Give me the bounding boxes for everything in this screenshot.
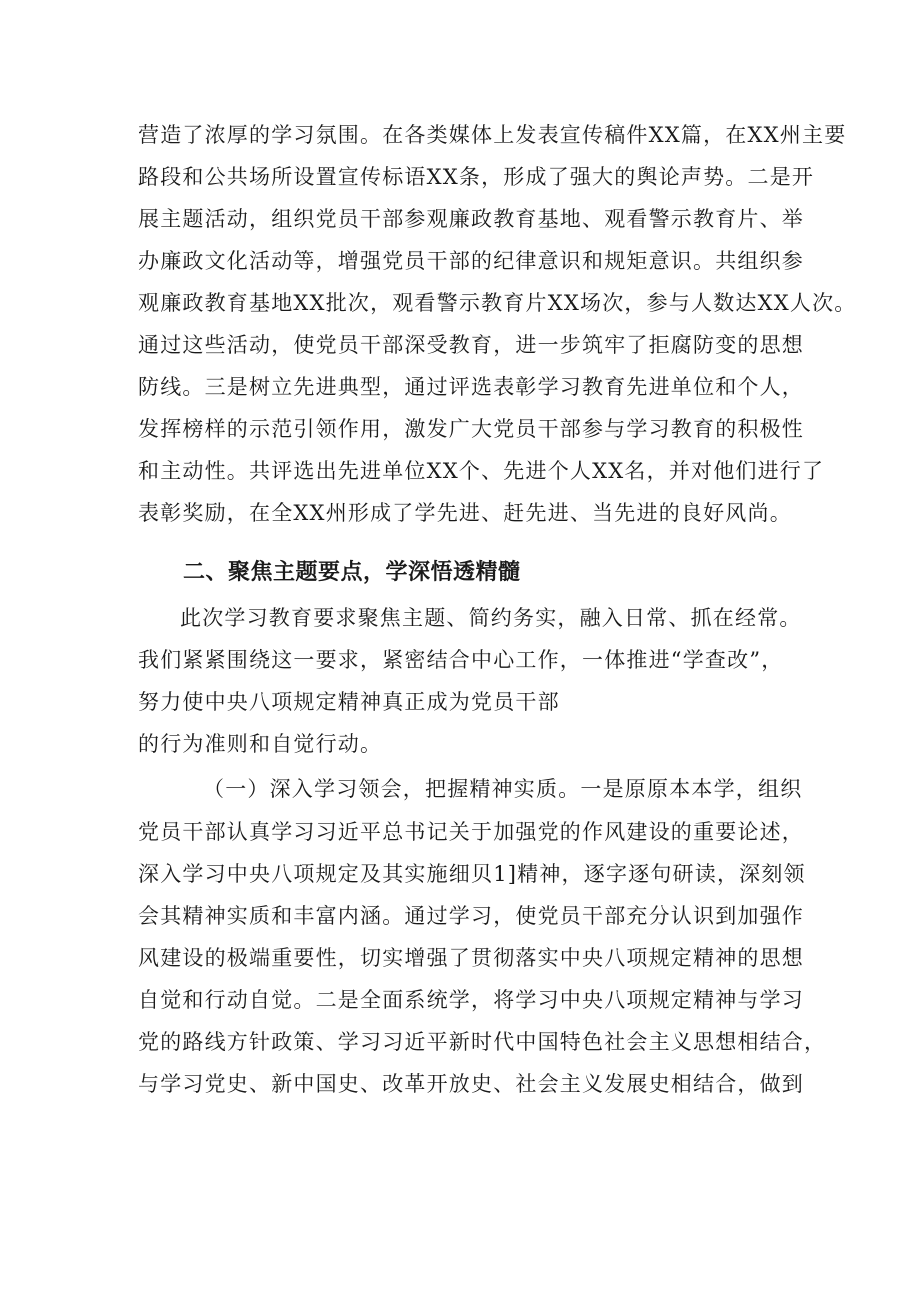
text-line: 努力使中央八项规定精神真正成为党员干部 <box>138 690 560 714</box>
text-line: 党员干部认真学习习近平总书记关于加强党的作风建设的重要论述， <box>138 820 804 844</box>
text-line: 的行为准则和自觉行动。 <box>138 732 383 756</box>
text-line: 自觉和行动自觉。二是全面系统学，将学习中央八项规定精神与学习 <box>138 988 804 1012</box>
text-line: 防线。三是树立先进典型，通过评选表彰学习教育先进单位和个人， <box>138 375 804 399</box>
text-line: 办廉政文化活动等，增强党员干部的纪律意识和规矩意识。共组织参 <box>138 249 804 273</box>
text-line: 与学习党史、新中国史、改革开放史、社会主义发展史相结合，做到 <box>138 1072 804 1096</box>
text-line: 观廉政教育基地XX批次，观看警示教育片XX场次，参与人数达XX人次。 <box>138 291 857 315</box>
text-line: 风建设的极端重要性，切实增强了贯彻落实中央八项规定精神的思想 <box>138 946 804 970</box>
text-line: 和主动性。共评选出先进单位XX个、先进个人XX名，并对他们进行了 <box>138 459 825 483</box>
text-line: 此次学习教育要求聚焦主题、简约务实，融入日常、抓在经常。 <box>180 606 802 630</box>
text-line: 表彰奖励，在全XX州形成了学先进、赶先进、当先进的良好风尚。 <box>138 501 792 525</box>
text-line: 会其精神实质和丰富内涵。通过学习，使党员干部充分认识到加强作 <box>138 904 804 928</box>
text-line: 党的路线方针政策、学习习近平新时代中国特色社会主义思想相结合， <box>138 1030 827 1054</box>
text-line: 通过这些活动，使党员干部深受教育，进一步筑牢了拒腐防变的思想 <box>138 333 804 357</box>
text-line: （一）深入学习领会，把握精神实质。一是原原本本学，组织 <box>203 777 803 801</box>
text-line: 展主题活动，组织党员干部参观廉政教育基地、观看警示教育片、举 <box>138 207 804 231</box>
text-line: 营造了浓厚的学习氛围。在各类媒体上发表宣传稿件XX篇，在XX州主要 <box>138 123 847 147</box>
section-heading: 二、聚焦主题要点，学深悟透精髓 <box>183 560 521 585</box>
text-line: 发挥榜样的示范引领作用，激发广大党员干部参与学习教育的积极性 <box>138 417 804 441</box>
text-line: 我们紧紧围绕这一要求，紧密结合中心工作，一体推进“学查改”， <box>138 648 784 672</box>
text-line: 路段和公共场所设置宣传标语XX条，形成了强大的舆论声势。二是开 <box>138 165 815 189</box>
text-line: 深入学习中央八项规定及其实施细贝1]精神，逐字逐句研读，深刻领 <box>138 862 806 886</box>
